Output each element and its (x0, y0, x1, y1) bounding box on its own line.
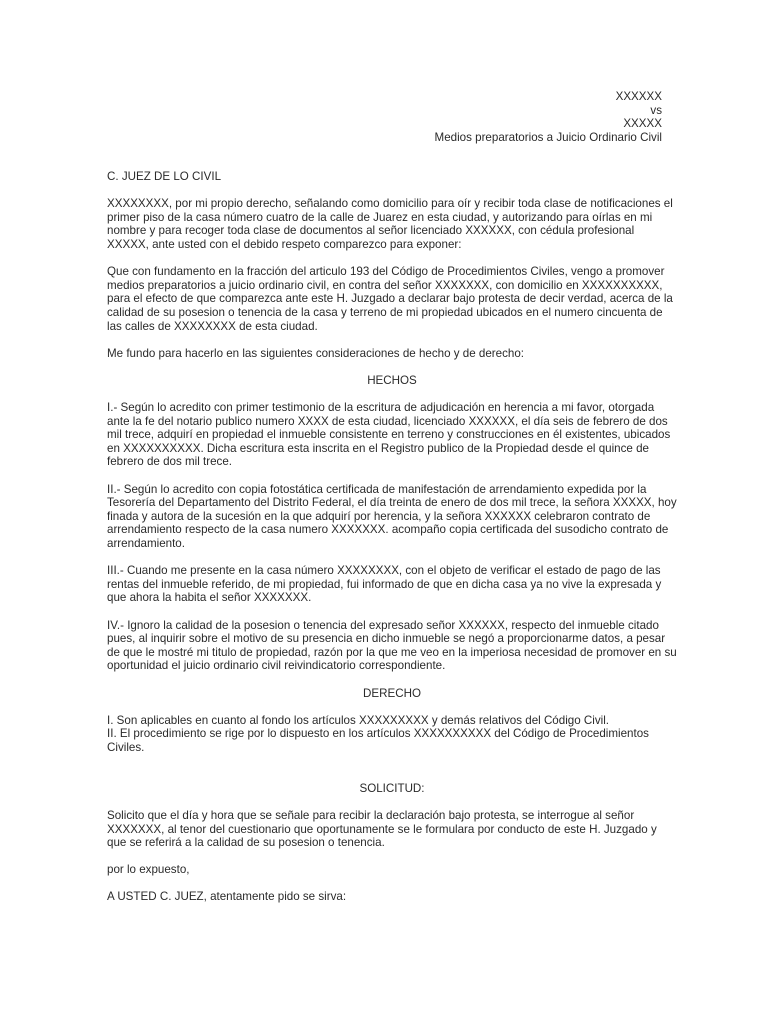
versus-label: vs (650, 103, 662, 117)
hechos-item: IV.- Ignoro la calidad de la posesion o tenencia del expresado señor XXXXXX, respecto del inmueble citado pues, al inquirir sobre el motivo de su presencia en dicho inmueble se negó a proporcionarme datos, a pesar de que le mostré mi titulo de propiedad, razón por la que me veo en la imperiosa necesidad de promover en su oportunidad el juicio ordinario civil reivindicatorio correspondiente. (107, 618, 677, 673)
derecho-item: I. Son aplicables en cuanto al fondo los artículos XXXXXXXXX y demás relativos del Código Civil. (107, 713, 610, 727)
closing-line: por lo expuesto, (107, 863, 190, 877)
document-body (107, 170, 677, 918)
addressee: C. JUEZ DE LO CIVIL (107, 170, 222, 183)
hechos-item: II.- Según lo acredito con copia fotostática certificada de manifestación de arrendamiento expedida por la Tesorería del Departamento del Distrito Federal, el día treinta de enero de dos mil trece, la señora XXXXX, hoy finada y autora de la sucesión en la que adquirí por herencia, y la señora XXXXXX celebraron contrato de arrendamiento respecto de la casa numero XXXXXXX. acompaño copia certificada del susodicho contrato de arrendamiento. (107, 482, 677, 551)
solicitud-heading: SOLICITUD: (359, 781, 425, 795)
spacer (107, 768, 677, 782)
defendant-name: XXXXX (623, 117, 662, 131)
basis-paragraph: Me fundo para hacerlo en las siguientes consideraciones de hecho y de derecho: (107, 346, 525, 360)
case-header (435, 90, 662, 144)
closing-request: A USTED C. JUEZ, atentamente pido se sirva: (107, 890, 347, 904)
hechos-item: III.- Cuando me presente en la casa número XXXXXXXX, con el objeto de verificar el estado de pago de las rentas del inmueble referido, de mi propiedad, fui informado de que en dicha casa ya no vive la expresada y que ahora la habita el señor XXXXXXX. (107, 564, 662, 605)
derecho-heading: DERECHO (363, 686, 421, 700)
hechos-heading: HECHOS (367, 373, 417, 387)
derecho-list (107, 714, 677, 755)
case-type: Medios preparatorios a Juicio Ordinario Civil (434, 130, 662, 144)
hechos-item: I.- Según lo acredito con primer testimonio de la escritura de adjudicación en herencia a mi favor, otorgada ante la fe del notario publico numero XXXX de esta ciudad, licenciado XXXXXX, el día seis de febrero de dos mil trece, adquirí en propiedad el inmueble consistente en terreno y construcciones en él existentes, ubicados en XXXXXXXXXX. Dicha escritura esta inscrita en el Registro publico de la Propiedad desde el quince de febrero de dos mil trece. (107, 401, 671, 469)
plaintiff-name: XXXXXX (615, 90, 662, 103)
derecho-item: II. El procedimiento se rige por lo dispuesto en los artículos XXXXXXXXXX del Código de Procedimientos Civiles. (107, 727, 649, 754)
solicitud-paragraph: Solicito que el día y hora que se señale para recibir la declaración bajo protesta, se interrogue al señor XXXXXXX, al tenor del cuestionario que oportunamente se le formulara por conducto de este H. Juzgado y que se referirá a la calidad de su posesion o tenencia. (107, 808, 657, 850)
petition-paragraph: Que con fundamento en la fracción del articulo 193 del Código de Procedimientos Civiles, vengo a promover medios preparatorios a juicio ordinario civil, en contra del señor XXXXXXX, con domicilio en XXXXXXXXXX, para el efecto de que comparezca ante este H. Juzgado a declarar bajo protesta de decir verdad, acerca de la calidad de su posesion o tenencia de la casa y terreno de mi propiedad ubicados en el numero cincuenta de las calles de XXXXXXXX de esta ciudad. (107, 265, 673, 333)
intro-paragraph: XXXXXXXX, por mi propio derecho, señalando como domicilio para oír y recibir toda clase de notificaciones el primer piso de la casa número cuatro de la calle de Juarez en esta ciudad, y autorizando para oírlas en mi nombre y para recoger toda clase de documentos al señor licenciado XXXXXX, con cédula profesional XXXXX, ante usted con el debido respeto comparezco para exponer: (107, 197, 673, 251)
